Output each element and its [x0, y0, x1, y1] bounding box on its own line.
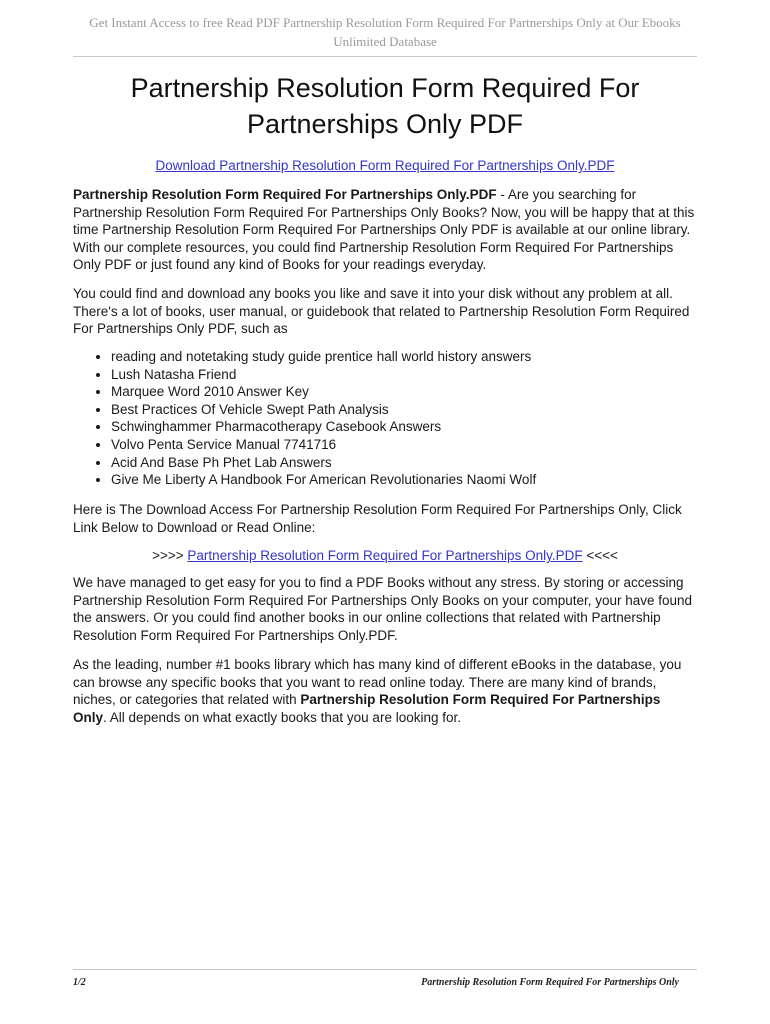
- page-title: [73, 70, 697, 142]
- footer-page-number: 1/2: [73, 977, 86, 988]
- list-item: • Volvo Penta Service Manual 7741716: [111, 436, 711, 454]
- header-divider: [73, 56, 697, 57]
- download-access-paragraph: Here is The Download Access For Partnership Resolution Form Required For Partnerships Only, Click Link Below to Download or Read Online:: [73, 502, 682, 535]
- link-prefix: >>>>: [152, 548, 188, 563]
- list-item: • Acid And Base Ph Phet Lab Answers: [111, 454, 711, 472]
- list-item: • Give Me Liberty A Handbook For American Revolutionaries Naomi Wolf: [111, 471, 711, 489]
- book-list: [73, 348, 711, 489]
- list-item: • Marquee Word 2010 Answer Key: [111, 383, 711, 401]
- intro-text: - Are you searching for Partnership Resolution Form Required For Partnerships Only Books? Now, you will be happy that at this time Partnership Resolution Form Required For Partnerships Only PDF is available at our online library. With our complete resources, you could find Partnership Resolution Form Required For Partnerships Only PDF or just found any kind of Books for your readings everyday.: [73, 187, 695, 273]
- read-online-link-row: [73, 547, 697, 565]
- intro-paragraph: [73, 186, 697, 274]
- title-line-1: Partnership Resolution Form Required For: [130, 73, 640, 103]
- books-intro-paragraph: You could find and download any books you like and save it into your disk without any problem at all. There's a lot of books, user manual, or guidebook that related to Partnership Resolution Form Required For Partnerships Only PDF, such as: [73, 286, 690, 337]
- list-item: • Schwinghammer Pharmacotherapy Casebook Answers: [111, 418, 711, 436]
- footer-divider: [73, 969, 697, 970]
- list-item: • Lush Natasha Friend: [111, 366, 711, 384]
- title-line-2: Partnerships Only PDF: [246, 109, 524, 139]
- link-suffix: <<<<: [582, 548, 618, 563]
- intro-bold-title: Partnership Resolution Form Required For Partnerships Only.PDF: [73, 187, 497, 202]
- read-online-link[interactable]: Partnership Resolution Form Required For Partnerships Only.PDF: [187, 548, 583, 563]
- leading-text-after: . All depends on what exactly books that you are looking for.: [103, 709, 461, 725]
- list-item: • reading and notetaking study guide prentice hall world history answers: [111, 348, 711, 366]
- leading-library-paragraph: [73, 656, 697, 726]
- footer-title: Partnership Resolution Form Required For Partnerships Only: [421, 977, 679, 988]
- list-item: • Best Practices Of Vehicle Swept Path Analysis: [111, 401, 711, 419]
- download-link-row: [73, 157, 697, 175]
- header-note: Get Instant Access to free Read PDF Partnership Resolution Form Required For Partnerships Only at Our Ebooks Unlimited Database: [89, 15, 681, 49]
- managed-paragraph: We have managed to get easy for you to find a PDF Books without any stress. By storing or accessing Partnership Resolution Form Required For Partnerships Only Books on your computer, your have found the answers. Or you could find another books in our online collections that related with Partnership Resolution Form Required For Partnerships Only.PDF.: [73, 575, 693, 643]
- leading-bold-title: Partnership Resolution Form Required For Partnerships Only: [73, 692, 661, 725]
- leading-text-before: As the leading, number #1 books library which has many kind of different eBooks in the database, you can browse any specific books that you want to read online today. There are many kind of brands, niches, or categories that related with: [73, 657, 682, 708]
- download-link[interactable]: Download Partnership Resolution Form Required For Partnerships Only.PDF: [155, 158, 615, 173]
